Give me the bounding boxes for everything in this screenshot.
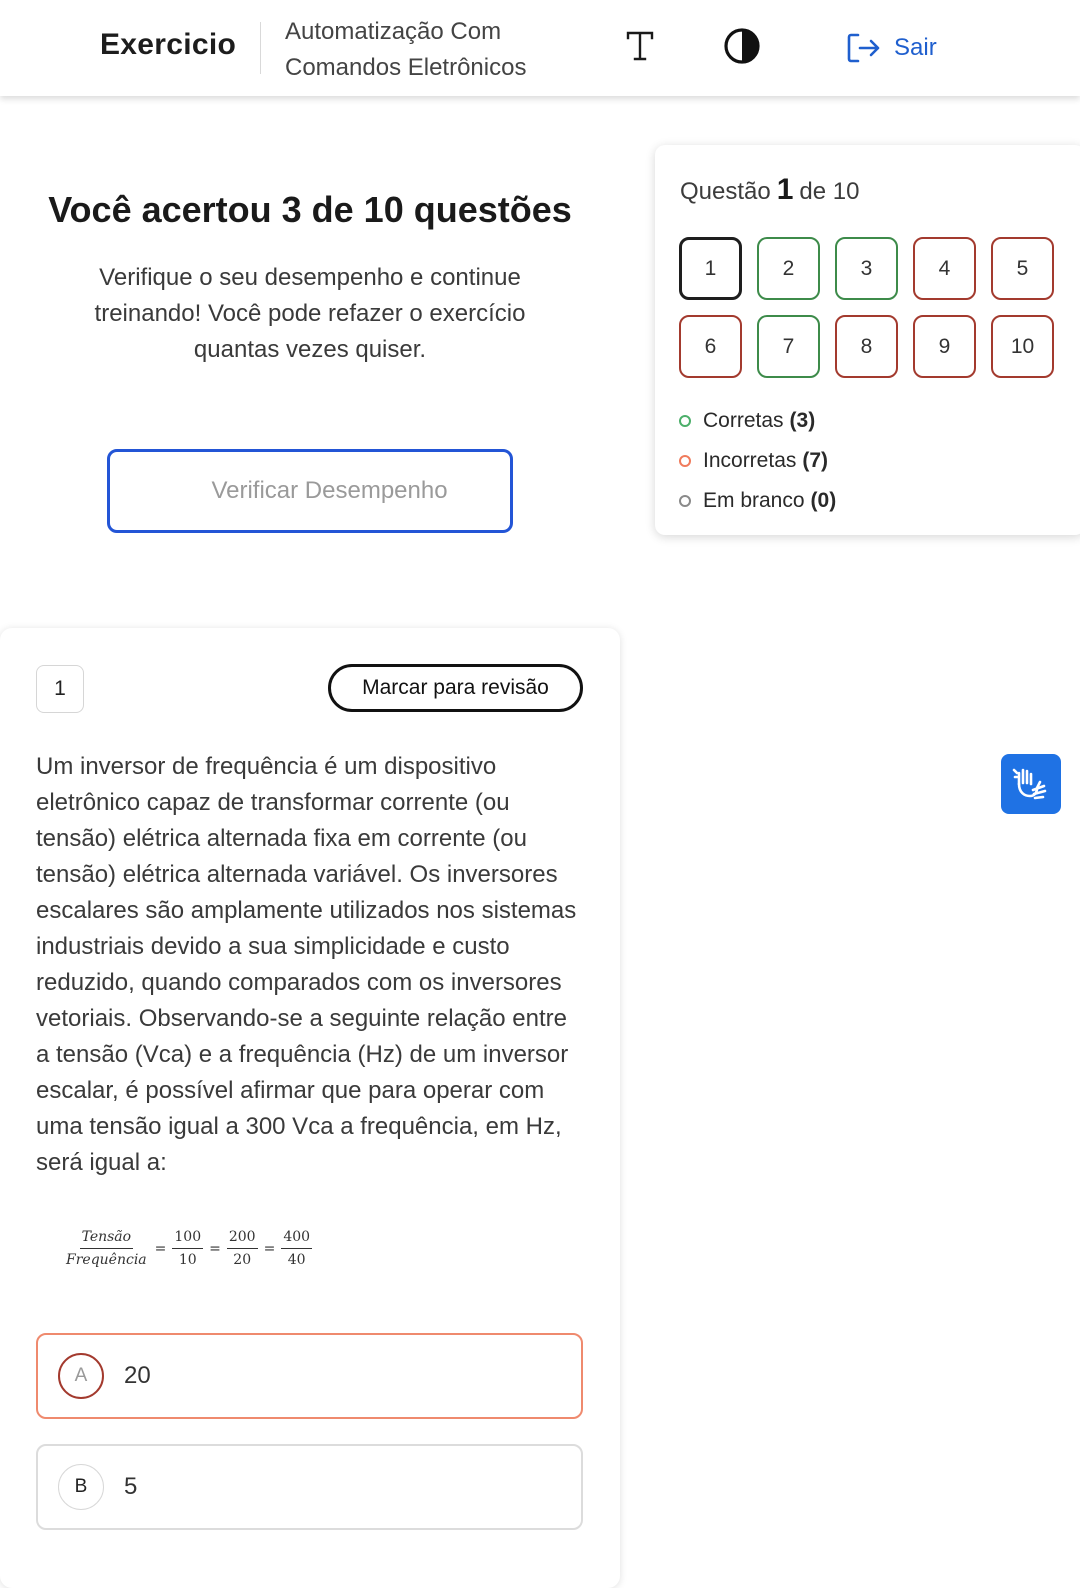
formula-fraction-3 <box>227 1228 258 1269</box>
formula-fraction-4 <box>281 1228 312 1269</box>
verify-performance-button[interactable]: Verificar Desempenho <box>107 449 513 533</box>
correct-dot-icon <box>679 415 691 427</box>
subject-line-1: Automatização Com <box>285 18 502 45</box>
status-legend <box>679 401 836 521</box>
option-letter: B <box>58 1464 104 1510</box>
legend-wrong <box>679 441 836 481</box>
top-header <box>0 0 1080 96</box>
app-title: Exercicio <box>100 28 237 61</box>
legend-correct-label: Corretas <box>703 409 784 432</box>
question-button-5[interactable]: 5 <box>991 237 1054 300</box>
legend-wrong-count: (7) <box>802 449 829 472</box>
sign-language-hands-icon <box>1011 764 1051 804</box>
contrast-icon <box>723 27 761 65</box>
question-button-9[interactable]: 9 <box>913 315 976 378</box>
option-text: 20 <box>124 1362 151 1389</box>
logout-button[interactable] <box>846 28 937 68</box>
formula-fraction-1 <box>64 1228 149 1269</box>
legend-blank-label: Em branco <box>703 489 805 512</box>
question-button-1[interactable]: 1 <box>679 237 742 300</box>
mark-for-review-button[interactable]: Marcar para revisão <box>328 664 583 712</box>
question-button-8[interactable]: 8 <box>835 315 898 378</box>
formula-equals: = <box>154 1240 167 1257</box>
question-button-10[interactable]: 10 <box>991 315 1054 378</box>
formula-numerator: 400 <box>281 1228 312 1249</box>
question-indicator-suffix: de 10 <box>799 178 860 205</box>
formula-equals: = <box>263 1240 276 1257</box>
option-text: 5 <box>124 1473 138 1500</box>
legend-blank <box>679 481 836 521</box>
formula-denominator: Frequência <box>66 1252 147 1268</box>
formula-numerator: 200 <box>227 1228 258 1249</box>
contrast-button[interactable] <box>722 26 762 66</box>
answer-option-a[interactable] <box>36 1333 583 1419</box>
subject-title <box>285 14 585 86</box>
question-card <box>0 628 620 1588</box>
text-size-icon <box>623 29 657 63</box>
question-indicator-current: 1 <box>776 173 794 206</box>
formula-fraction-2 <box>172 1228 203 1269</box>
legend-correct <box>679 401 836 441</box>
formula-denominator: 40 <box>287 1252 306 1268</box>
question-indicator-prefix: Questão <box>680 178 771 205</box>
option-letter: A <box>58 1353 104 1399</box>
formula-numerator: 100 <box>172 1228 203 1249</box>
question-indicator <box>680 173 859 207</box>
answer-option-b[interactable] <box>36 1444 583 1530</box>
sign-language-button[interactable] <box>1001 754 1061 814</box>
result-title: Você acertou 3 de 10 questões <box>48 189 572 230</box>
question-text: Um inversor de frequência é um dispositivo eletrônico capaz de transformar corrente (ou tensão) elétrica alternada fixa em corrente (ou tensão) elétrica alternada variável. Os inversores escalares são amplamente utilizados nos sistemas industriais devido a sua simplicidade e custo reduzido, quando comparados com os inversores vetoriais. Observando-se a seguinte relação entre a tensão (Vca) e a frequência (Hz) de um inversor escalar, é possível afirmar que para operar com uma tensão igual a 300 Vca a frequência, em Hz, será igual a: <box>36 753 577 1176</box>
question-grid <box>679 237 1054 378</box>
legend-correct-count: (3) <box>789 409 816 432</box>
header-divider <box>260 22 261 74</box>
question-button-7[interactable]: 7 <box>757 315 820 378</box>
wrong-dot-icon <box>679 455 691 467</box>
blank-dot-icon <box>679 495 691 507</box>
formula-denominator: 10 <box>178 1252 197 1268</box>
result-description: Verifique o seu desempenho e continue treinando! Você pode refazer o exercício quantas vezes quiser. <box>94 264 526 363</box>
question-button-3[interactable]: 3 <box>835 237 898 300</box>
voltage-frequency-formula <box>60 1228 316 1269</box>
question-number: 1 <box>36 665 84 713</box>
question-button-6[interactable]: 6 <box>679 315 742 378</box>
legend-wrong-label: Incorretas <box>703 449 797 472</box>
legend-blank-count: (0) <box>810 489 837 512</box>
formula-numerator: Tensão <box>80 1228 134 1249</box>
question-button-4[interactable]: 4 <box>913 237 976 300</box>
logout-icon <box>846 32 882 64</box>
question-button-2[interactable]: 2 <box>757 237 820 300</box>
result-summary <box>40 188 580 368</box>
question-navigator <box>655 145 1080 535</box>
text-size-button[interactable] <box>620 26 660 66</box>
logout-label: Sair <box>894 34 937 61</box>
formula-denominator: 20 <box>233 1252 252 1268</box>
subject-line-2: Comandos Eletrônicos <box>285 54 527 81</box>
formula-equals: = <box>209 1240 221 1257</box>
